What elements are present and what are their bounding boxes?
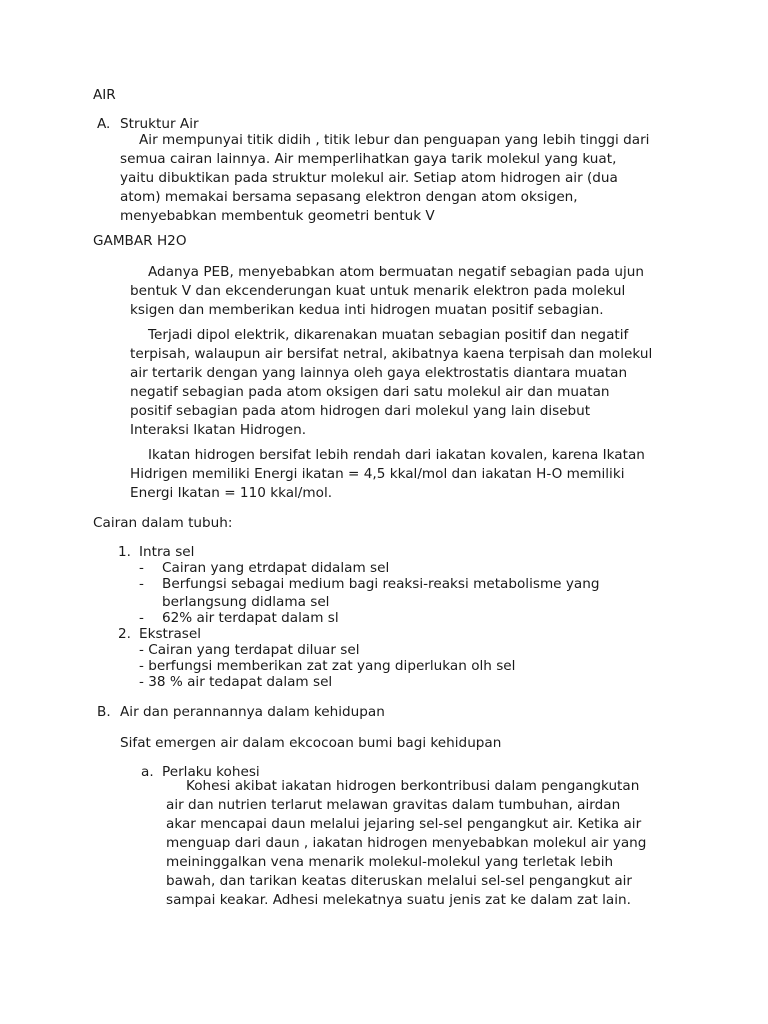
paragraph-dipol	[130, 326, 652, 440]
paragraph-line: Terjadi dipol elektrik, dikarenakan muatan sebagian positif dan negatif	[148, 327, 629, 343]
sub-item-marker: a.	[141, 764, 154, 780]
paragraph-line: Kohesi akibat iakatan hidrogen berkontribusi dalam pengangkutan	[186, 778, 640, 794]
paragraph-line: Air mempunyai titik didih , titik lebur dan penguapan yang lebih tinggi dari	[139, 132, 650, 148]
paragraph-line: atom) memakai bersama sepasang elektron dengan atom oksigen,	[120, 189, 578, 205]
section-a-paragraph	[120, 131, 649, 226]
paragraph-line: bawah, dan tarikan keatas diteruskan melalui sel-sel pengangkut air	[166, 873, 633, 889]
paragraph-line: terpisah, walaupun air bersifat netral, akibatnya kaena terpisah dan molekul	[130, 346, 653, 362]
paragraph-line: Ikatan hidrogen bersifat lebih rendah dari iakatan kovalen, karena Ikatan	[148, 447, 645, 463]
paragraph-line: meininggalkan vena menarik molekul-molekul yang terletak lebih	[166, 854, 614, 870]
section-a-marker: A.	[97, 116, 111, 132]
bullet-text: - Cairan yang terdapat diluar sel	[139, 642, 360, 658]
paragraph-line: menguap dari daun , iakatan hidrogen menyebabkan molekul air yang	[166, 835, 647, 851]
sub-item-heading: Perlaku kohesi	[162, 764, 260, 780]
list-item-intra-sel: Intra sel	[139, 544, 195, 560]
paragraph-line: ksigen dan memberikan kedua inti hidrogen muatan positif sebagian.	[130, 302, 604, 318]
bullet-text: Berfungsi sebagai medium bagi reaksi-reaksi metabolisme yang	[162, 576, 600, 592]
paragraph-line: Hidrigen memiliki Energi ikatan = 4,5 kkal/mol dan iakatan H-O memiliki	[130, 466, 625, 482]
paragraph-line: yaitu dibuktikan pada struktur molekul air. Setiap atom hidrogen air (dua	[120, 170, 618, 186]
bullet-text: - berfungsi memberikan zat zat yang diperlukan olh sel	[139, 658, 516, 674]
list-number-1: 1.	[118, 544, 131, 560]
sifat-emergen-line: Sifat emergen air dalam ekcocoan bumi bagi kehidupan	[120, 735, 502, 751]
paragraph-line: Interaksi Ikatan Hidrogen.	[130, 422, 307, 438]
paragraph-line: menyebabkan membentuk geometri bentuk V	[120, 208, 435, 224]
section-b-marker: B.	[97, 704, 111, 720]
document-title: AIR	[93, 87, 116, 103]
section-b-heading: Air dan perannannya dalam kehidupan	[120, 704, 385, 720]
cairan-heading: Cairan dalam tubuh:	[93, 515, 233, 531]
bullet-text-continued: berlangsung didlama sel	[162, 594, 330, 610]
bullet-dash: -	[139, 576, 144, 592]
paragraph-line: akar mencapai daun melalui jejaring sel-sel pengangkut air. Ketika air	[166, 816, 642, 832]
bullet-dash: -	[139, 610, 144, 626]
section-a-heading: Struktur Air	[120, 116, 199, 132]
paragraph-line: air tertarik dengan yang lainnya oleh gaya elektrostatis diantara muatan	[130, 365, 628, 381]
paragraph-ikatan	[130, 446, 645, 503]
paragraph-line: negatif sebagian pada atom oksigen dari satu molekul air dan muatan	[130, 384, 610, 400]
kohesi-paragraph	[166, 777, 646, 910]
list-number-2: 2.	[118, 626, 131, 642]
paragraph-line: bentuk V dan ekcenderungan kuat untuk menarik elektron pada molekul	[130, 283, 626, 299]
paragraph-line: semua cairan lainnya. Air memperlihatkan gaya tarik molekul yang kuat,	[120, 151, 617, 167]
bullet-text: 62% air terdapat dalam sl	[162, 610, 339, 626]
paragraph-line: Energi Ikatan = 110 kkal/mol.	[130, 485, 333, 501]
paragraph-line: air dan nutrien terlarut melawan gravitas dalam tumbuhan, airdan	[166, 797, 621, 813]
bullet-dash: -	[139, 560, 144, 576]
paragraph-peb	[130, 263, 644, 320]
bullet-text: Cairan yang etrdapat didalam sel	[162, 560, 390, 576]
paragraph-line: positif sebagian pada atom hidrogen dari molekul yang lain disebut	[130, 403, 591, 419]
list-item-ekstrasel: Ekstrasel	[139, 626, 202, 642]
bullet-text: - 38 % air tedapat dalam sel	[139, 674, 333, 690]
paragraph-line: sampai keakar. Adhesi melekatnya suatu jenis zat ke dalam zat lain.	[166, 892, 631, 908]
image-caption: GAMBAR H2O	[93, 233, 187, 249]
paragraph-line: Adanya PEB, menyebabkan atom bermuatan negatif sebagian pada ujun	[148, 264, 644, 280]
